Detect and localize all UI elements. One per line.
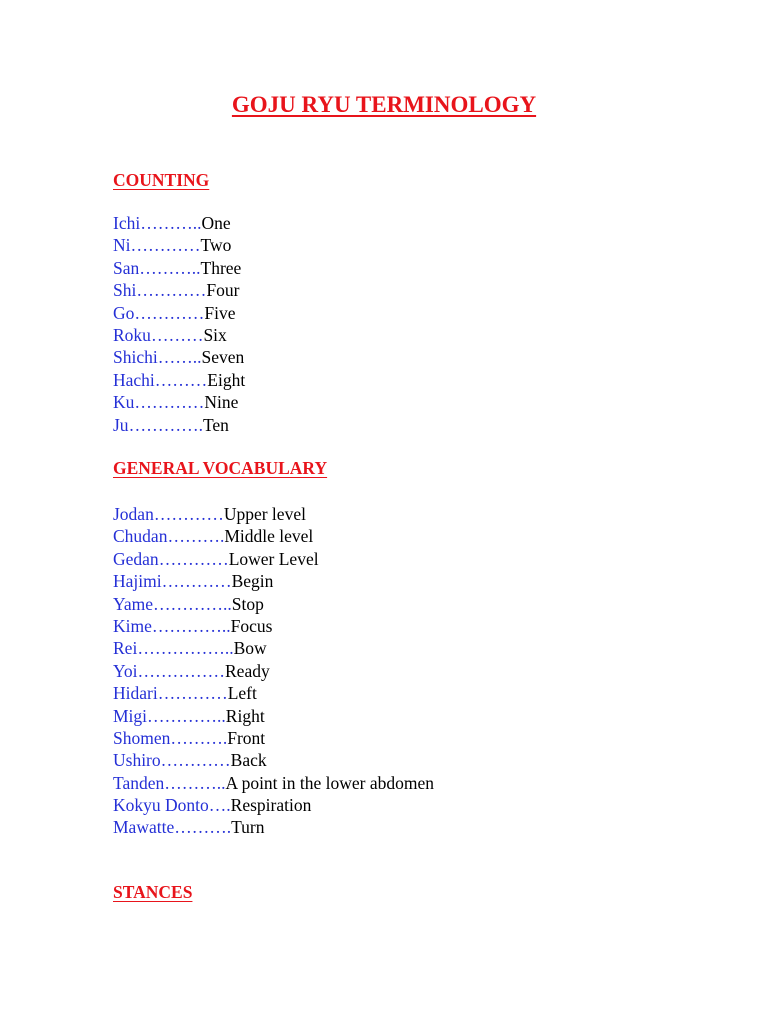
meaning: Right: [225, 705, 265, 726]
meaning: Stop: [231, 593, 264, 614]
list-item: [113, 727, 434, 749]
leader-dots: ……….: [170, 727, 228, 748]
list-item: [113, 212, 245, 234]
list-item: [113, 257, 245, 279]
meaning: Seven: [201, 347, 245, 368]
term: Hajimi: [113, 571, 162, 592]
list-item: [113, 324, 245, 346]
leader-dots: ……..: [157, 347, 202, 368]
meaning: Six: [203, 324, 227, 345]
leader-dots: …………: [134, 392, 205, 413]
section-heading-general-vocabulary: GENERAL VOCABULARY: [113, 458, 328, 478]
leader-dots: ….: [208, 795, 231, 816]
list-item: [113, 593, 434, 615]
leader-dots: ……….: [174, 817, 232, 838]
list-item: [113, 705, 434, 727]
term: Ju: [113, 414, 129, 435]
meaning: Nine: [204, 392, 239, 413]
list-item: [113, 570, 434, 592]
leader-dots: …………..: [153, 593, 232, 614]
term: Hidari: [113, 683, 158, 704]
meaning: Upper level: [223, 504, 306, 524]
leader-dots: ………..: [139, 257, 201, 278]
leader-dots: …………: [136, 280, 207, 301]
term: Shichi: [113, 347, 158, 368]
term: Ni: [113, 235, 131, 256]
term: Ushiro: [113, 750, 161, 771]
term: Migi: [113, 705, 148, 726]
section-heading-stances: STANCES: [113, 882, 193, 902]
leader-dots: …………..: [151, 615, 231, 636]
term: Roku: [113, 324, 151, 345]
general-vocabulary-list: [113, 503, 434, 839]
meaning: Focus: [230, 615, 273, 636]
leader-dots: ……….: [167, 526, 225, 547]
term: Shomen: [113, 727, 171, 748]
term: Ku: [113, 392, 135, 413]
meaning: Bow: [233, 638, 267, 659]
meaning: Two: [200, 235, 232, 256]
leader-dots: …………: [153, 504, 224, 524]
meaning: Respiration: [230, 795, 312, 816]
meaning: Middle level: [224, 526, 314, 547]
list-item: [113, 637, 434, 659]
meaning: Eight: [207, 369, 246, 390]
list-item: [113, 369, 245, 391]
term: Gedan: [113, 548, 159, 569]
meaning: Five: [204, 302, 236, 323]
meaning: Lower Level: [228, 548, 319, 569]
leader-dots: …………: [134, 302, 205, 323]
list-item: [113, 615, 434, 637]
term: Shi: [113, 280, 137, 301]
list-item: [113, 302, 245, 324]
term: Hachi: [113, 369, 155, 390]
term: Tanden: [113, 772, 165, 793]
meaning: Three: [200, 257, 242, 278]
leader-dots: …………: [158, 548, 229, 569]
list-item: [113, 503, 434, 525]
list-item: [113, 279, 245, 301]
leader-dots: ………: [150, 324, 204, 345]
list-item: [113, 525, 434, 547]
term: Ichi: [113, 213, 141, 233]
meaning: Four: [206, 280, 240, 301]
meaning: A point in the lower abdomen: [225, 772, 435, 793]
meaning: Front: [227, 727, 266, 748]
term: San: [113, 257, 140, 278]
term: Yame: [113, 593, 154, 614]
leader-dots: …………: [161, 571, 232, 592]
leader-dots: ……………: [137, 660, 225, 681]
counting-list: [113, 212, 245, 436]
page-title: GOJU RYU TERMINOLOGY: [231, 92, 537, 117]
leader-dots: …………: [160, 750, 231, 771]
term: Go: [113, 302, 135, 323]
term: Chudan: [113, 526, 168, 547]
meaning: Ready: [225, 660, 270, 681]
meaning: Turn: [231, 817, 265, 838]
leader-dots: ………….: [128, 414, 203, 435]
list-item: [113, 816, 434, 838]
term: Mawatte: [113, 817, 175, 838]
leader-dots: …………: [157, 683, 228, 704]
list-item: [113, 660, 434, 682]
list-item: [113, 234, 245, 256]
list-item: [113, 749, 434, 771]
list-item: [113, 414, 245, 436]
leader-dots: ………: [154, 369, 208, 390]
section-heading-counting: COUNTING: [113, 170, 210, 190]
list-item: [113, 682, 434, 704]
list-item: [113, 794, 434, 816]
term: Kokyu Donto: [113, 795, 209, 816]
list-item: [113, 548, 434, 570]
term: Jodan: [113, 504, 154, 524]
term: Yoi: [113, 660, 138, 681]
list-item: [113, 391, 245, 413]
meaning: Begin: [231, 571, 274, 592]
leader-dots: ………..: [140, 213, 202, 233]
meaning: One: [201, 213, 231, 233]
meaning: Ten: [202, 414, 229, 435]
meaning: Back: [230, 750, 267, 771]
meaning: Left: [227, 683, 257, 704]
leader-dots: ………..: [164, 772, 226, 793]
term: Kime: [113, 615, 152, 636]
leader-dots: …………: [130, 235, 201, 256]
leader-dots: …………..: [147, 705, 226, 726]
list-item: [113, 346, 245, 368]
list-item: [113, 772, 434, 794]
term: Rei: [113, 638, 138, 659]
leader-dots: ……………..: [137, 638, 234, 659]
